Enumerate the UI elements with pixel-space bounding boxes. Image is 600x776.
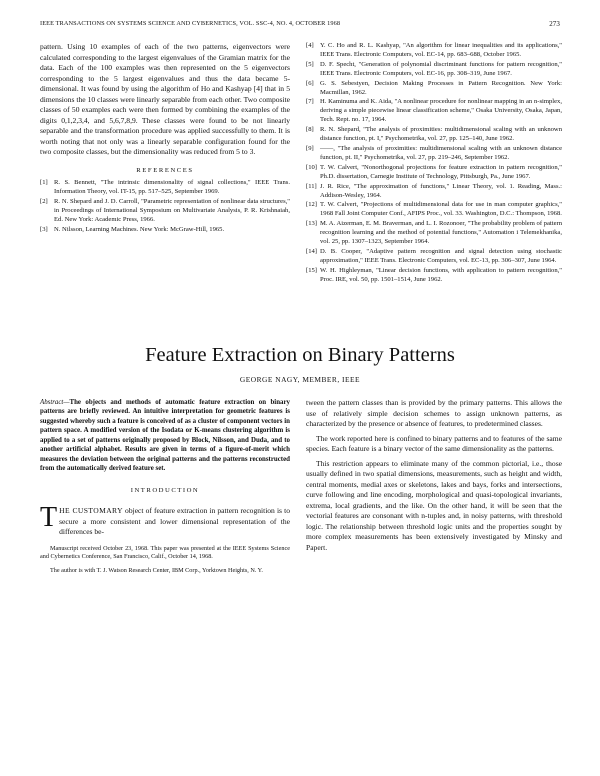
reference-number: [11] bbox=[306, 182, 317, 190]
right-paragraph-2: The work reported here is confined to binary patterns and to features of the same species. Each feature is a binary vector of the same dimensionality as the patterns. bbox=[306, 433, 562, 453]
intro-text: object of feature extraction in pattern recognition is to secure a more consistent and lower dimensional representation of the differences be- bbox=[59, 506, 290, 537]
reference-item bbox=[306, 126, 562, 144]
reference-number: [13] bbox=[306, 220, 317, 228]
reference-text: J. R. Rice, "The approximation of functions," Linear Theory, vol. 1. Reading, Mass.: Addison-Wesley, 1964. bbox=[320, 182, 562, 199]
paper-left-column bbox=[40, 398, 290, 582]
reference-text: T. W. Calvert, "Nonorthogonal projections for feature extraction in pattern recognition," Ph.D. dissertation, Carnegie Institute of Technology, Pittsburgh, Pa., June 1967. bbox=[320, 163, 562, 180]
reference-item bbox=[306, 145, 562, 163]
reference-text: W. H. Highleyman, "Linear decision functions, with application to pattern recognition," Proc. IRE, vol. 50, pp. 1501–1514, June 1962. bbox=[320, 266, 562, 283]
reference-item bbox=[306, 61, 562, 79]
reference-number: [3] bbox=[40, 225, 48, 233]
reference-number: [10] bbox=[306, 163, 317, 171]
intro-smallcaps: HE CUSTOMARY bbox=[59, 506, 123, 516]
reference-item bbox=[306, 164, 562, 182]
reference-item bbox=[306, 80, 562, 98]
paper-right-column bbox=[306, 398, 562, 553]
reference-item bbox=[40, 198, 290, 225]
reference-number: [15] bbox=[306, 266, 317, 274]
footnote-affiliation: The author is with T. J. Watson Research Center, IBM Corp., Yorktown Heights, N. Y. bbox=[50, 567, 263, 575]
prev-paper-body: pattern. Using 10 examples of each of the two patterns, eigenvectors were calculated corresponding to the largest eigenvalues of the Gramian matrix for the data. Each of the 100 examples was then represented on the 5 eigenvectors corresponding to the 5 largest eigenvalues and thus the data became 5-dimensional. It was found by using the algorithm of Ho and Kashyap [4] that in 5 dimensions the 10 classes were linearly separable from each other. Two composite classes of 50 examples each were then formed by combining the examples of the digits 0,1,2,3,4, and 5,6,7,8,9. These classes were found to be not linearly separable and the transformation procedure was applied successfully to them. It is worth noting that not only was a linearly separable configuration found for the two composite classes, but the dimensionality was reduced from 5 to 3. bbox=[40, 42, 290, 156]
reference-text: M. A. Aizerman, E. M. Braverman, and L. I. Rozonoer, "The probability problem of pattern recognition learning and the method of potential functions," Automation i Telemekhanika, vol. 25, pp. 1307–1323, September 1964. bbox=[320, 220, 562, 246]
abstract-text: The objects and methods of automatic feature extraction on binary patterns are briefly reviewed. An intuitive interpretation for geometric features is suggested whereby such a feature is conceived of as a cluster of component vectors in pattern space. A modified version of the Isodata or K-means clustering algorithm is applied to a set of patterns originally proposed by Block, Nilsson, and Duda, and to another artificial alphabet. Results are given in terms of a figure-of-merit which measures the deviation between the original patterns and the patterns reconstructed from the automatically derived feature set. bbox=[40, 399, 290, 473]
reference-text: N. Nilsson, Learning Machines. New York: McGraw-Hill, 1965. bbox=[54, 225, 225, 233]
running-header bbox=[40, 20, 560, 27]
abstract bbox=[40, 398, 290, 474]
reference-number: [8] bbox=[306, 126, 314, 134]
reference-item bbox=[306, 248, 562, 266]
prev-paper-right-column bbox=[306, 42, 562, 286]
reference-number: [1] bbox=[40, 179, 48, 186]
page-number: 273 bbox=[549, 20, 560, 28]
reference-text: G. S. Sebestyen, Decision Making Processes in Pattern Recognition. New York: Macmillan, 1962. bbox=[320, 79, 562, 96]
journal-header: IEEE TRANSACTIONS ON SYSTEMS SCIENCE AND CYBERNETICS, VOL. SSC-4, NO. 4, OCTOBER 1968 bbox=[40, 20, 341, 27]
reference-text: ——, "The analysis of proximities: multidimensional scaling with an unknown distance function, pt. II," Psychometrika, vol. 27, pp. 219–246, September 1962. bbox=[320, 144, 562, 161]
references-list-left bbox=[40, 179, 290, 234]
reference-text: D. F. Specht, "Generation of polynomial discriminant functions for pattern recognition," IEEE Trans. Electronic Computers, vol. EC-16, pp. 308–319, June 1967. bbox=[320, 60, 562, 77]
reference-number: [7] bbox=[306, 98, 314, 106]
reference-number: [14] bbox=[306, 247, 317, 255]
reference-number: [6] bbox=[306, 79, 314, 87]
references-list-right bbox=[306, 42, 562, 285]
reference-number: [12] bbox=[306, 201, 317, 209]
reference-item bbox=[40, 179, 290, 197]
reference-text: R. N. Shepard and J. D. Carroll, "Parametric representation of nonlinear data structures," in Proceedings of International Symposium on Multivariate Analysis, P. R. Krishnaiah, Ed. New York: Academic Press, 1966. bbox=[54, 197, 290, 223]
drop-cap: T bbox=[40, 502, 58, 534]
paper-title: Feature Extraction on Binary Patterns bbox=[145, 344, 455, 366]
reference-text: R. S. Bennett, "The intrinsic dimensionality of signal collections," IEEE Trans. Information Theory, vol. IT-15, pp. 517–525, September 1969. bbox=[54, 179, 290, 195]
reference-item bbox=[306, 98, 562, 125]
reference-item bbox=[306, 183, 562, 201]
reference-number: [2] bbox=[40, 197, 48, 205]
references-heading: REFERENCES bbox=[136, 166, 194, 174]
reference-item bbox=[306, 220, 562, 247]
reference-number: [4] bbox=[306, 42, 314, 49]
author-line: GEORGE NAGY, MEMBER, IEEE bbox=[239, 375, 361, 384]
footnote-manuscript: Manuscript received October 23, 1968. This paper was presented at the IEEE Systems Science and Cybernetics Conference, San Francisco, Calif., October 14, 1968. bbox=[40, 544, 290, 560]
reference-text: Y. C. Ho and R. L. Kashyap, "An algorithm for linear inequalities and its applications," IEEE Trans. Electronic Computers, vol. EC-14, pp. 683–688, October 1965. bbox=[320, 42, 562, 58]
intro-paragraph bbox=[40, 502, 290, 538]
reference-number: [9] bbox=[306, 144, 314, 152]
reference-item bbox=[40, 226, 290, 235]
reference-number: [5] bbox=[306, 60, 314, 68]
reference-text: D. B. Cooper, "Adaptive pattern recognition and signal detection using stochastic approximation," IEEE Trans. Electronic Computers, vol. EC-13, pp. 306–307, June 1964. bbox=[320, 247, 562, 264]
reference-item bbox=[306, 267, 562, 285]
abstract-label: Abstract— bbox=[40, 399, 70, 406]
right-paragraph-1: tween the pattern classes than is provided by the primary patterns. This allows the use of relatively simple decision schemes to assign unknown patterns, as characterized by the presence or absence of features, to predetermined classes. bbox=[306, 398, 562, 428]
reference-text: T. W. Calvert, "Projections of multidimensional data for use in man computer graphics," 1968 Fall Joint Computer Conf., AFIPS Proc., vol. 33. Washington, D.C.: Thompson, 1968. bbox=[320, 201, 562, 218]
reference-text: R. N. Shepard, "The analysis of proximities: multidimensional scaling with an unknown distance function, pt. I," Psychometrika, vol. 27, pp. 125–140, June 1962. bbox=[320, 126, 562, 143]
right-paragraph-3: This restriction appears to eliminate many of the common pictorial, i.e., those usually defined in two spatial dimensions, measurements, such as height and width, central moments, medial axes or skeletons, lakes and bays, forks and intersections, curve following and line encoding, morphological and quasi-topological invariants, extrema, local gradients, and the like. On the other hand, it will be seen that the vectorial features are consonant with n-tuples and, in noisy patterns, with threshold logic. The relationship between threshold logic units and the properties sought by more complex measurements has been extensively investigated by Minsky and Papert. bbox=[306, 458, 562, 552]
reference-text: H. Kaminuma and K. Aida, "A nonlinear procedure for nonlinear mapping in an n-simplex, deriving a simple piecewise linear classification scheme," Osaka University, Osaka, Japan, Tech. Rept. no. 17, 1964. bbox=[320, 98, 562, 124]
reference-item bbox=[306, 201, 562, 219]
prev-paper-left-column bbox=[40, 42, 290, 235]
reference-item bbox=[306, 42, 562, 60]
introduction-heading: INTRODUCTION bbox=[130, 486, 200, 494]
